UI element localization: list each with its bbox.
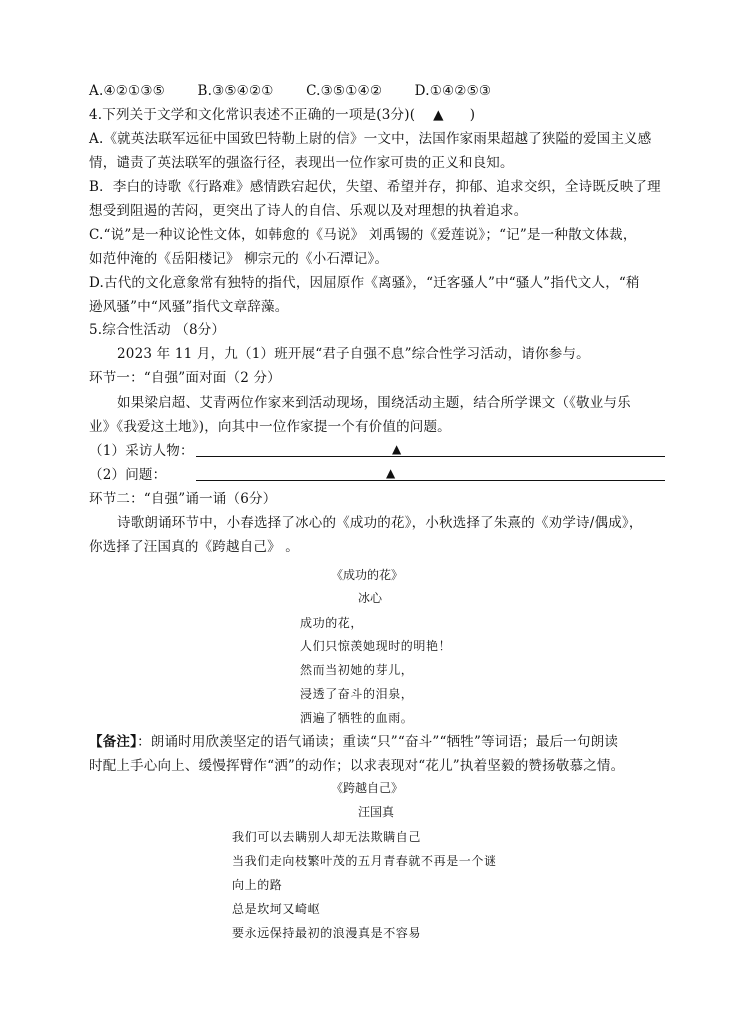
q4-option-a-line1: A.《就英法联军远征中国致巴特勒上尉的信》一文中，法国作家雨果超越了狭隘的爱国主义感 (89, 131, 652, 147)
q3-choice-d: D.①④②⑤③ (414, 83, 492, 99)
question-label: （2）问题： (89, 467, 167, 483)
q4-option-b-line1: B．李白的诗歌《行路难》感情跌宕起伏，失望、希望并存，抑郁、追求交织，全诗既反映了理 (89, 179, 661, 195)
answer-blank-marker: ▲ (433, 107, 444, 123)
poem2-line: 要永远保持最初的浪漫真是不容易 (232, 926, 422, 940)
q3-choice-b: B.③⑤④②① (197, 83, 274, 99)
link2-title: 环节二：“自强”诵一诵（6分） (89, 491, 277, 507)
poem2-line: 向上的路 (232, 878, 283, 892)
poem1-line: 人们只惊羡她现时的明艳！ (300, 639, 452, 653)
q3-choice-c: C.③⑤①④② (306, 83, 383, 99)
q4-option-c-line1: C.“说”是一种议论性文体，如韩愈的《马说》 刘禹锡的《爱莲说》；“记”是一种散文体裁， (89, 227, 637, 243)
poem2-line: 当我们走向枝繁叶茂的五月青春就不再是一个谜 (232, 854, 497, 868)
poem1-line: 然而当初她的芽儿， (300, 663, 414, 677)
q4-option-d-line2: 逊风骚”中“风骚”指代文章辞藻。 (89, 299, 289, 315)
q4-option-b-line2: 想受到阻遏的苦闷，更突出了诗人的自信、乐观以及对理想的执着追求。 (89, 203, 528, 219)
poem2-author: 汪国真 (358, 805, 395, 819)
poem1-line: 浸透了奋斗的泪泉， (300, 687, 414, 701)
link1-text-line1: 如果梁启超、艾青两位作家来到活动现场，围绕活动主题，结合所学课文（《敬业与乐 (117, 395, 631, 411)
link1-text-line2: 业》《我爱这土地》)，向其中一位作家提一个有价值的问题。 (89, 419, 451, 435)
poem1-line: 成功的花， (300, 616, 364, 630)
q5-intro: 2023 年 11 月，九（1）班开展“君子自强不息”综合性学习活动，请你参与。 (117, 346, 590, 362)
poem1-line: 洒遍了牺牲的血雨。 (300, 711, 414, 725)
interviewee-blank-marker: ▲ (392, 442, 402, 456)
interviewee-label: （1）采访人物： (89, 443, 194, 459)
interviewee-answer-line[interactable] (196, 456, 665, 457)
poem1-title: 《成功的花》 (331, 568, 404, 582)
question-blank-marker: ▲ (386, 466, 396, 480)
poem2-title: 《跨越自己》 (331, 781, 404, 795)
q4-option-a-line2: 情，谴责了英法联军的强盗行径，表现出一位作家可贵的正义和良知。 (89, 155, 514, 171)
note-line1: 【备注】：朗诵时用欣羡坚定的语气诵读；重读“只”“奋斗”“牺牲”等词语；最后一句朗读 (89, 734, 619, 750)
q5-title: 5.综合性活动 （8分） (89, 322, 226, 338)
poem2-line: 我们可以去瞒别人却无法欺瞒自己 (232, 830, 422, 844)
q4-stem: 4.下列关于文学和文化常识表述不正确的一项是(3分)( ▲ ) (89, 107, 476, 123)
q3-choice-a: A.④②①③⑤ (89, 83, 165, 99)
note-label: 【备注】 (89, 734, 138, 750)
link2-text-line2: 你选择了汪国真的《跨越自己》 。 (89, 539, 299, 555)
poem2-line: 总是坎坷又崎岖 (232, 902, 321, 916)
question-answer-line[interactable] (196, 480, 665, 481)
link2-text-line1: 诗歌朗诵环节中，小春选择了冰心的《成功的花》，小秋选择了朱熹的《劝学诗/偶成》， (117, 515, 643, 531)
q3-choices (89, 82, 519, 100)
q4-option-d-line1: D.古代的文化意象常有独特的指代，因屈原作《离骚》，“迁客骚人”中“骚人”指代文人，“稍 (89, 275, 640, 291)
poem1-author: 冰心 (358, 591, 383, 605)
link1-title: 环节一：“自强”面对面（2 分） (89, 370, 281, 386)
note-line2: 时配上手心向上、缓慢挥臂作“洒”的动作；以求表现对“花儿”执着坚毅的赞扬敬慕之情。 (89, 758, 625, 774)
q4-option-c-line2: 如范仲淹的《岳阳楼记》 柳宗元的《小石潭记》。 (89, 251, 389, 267)
